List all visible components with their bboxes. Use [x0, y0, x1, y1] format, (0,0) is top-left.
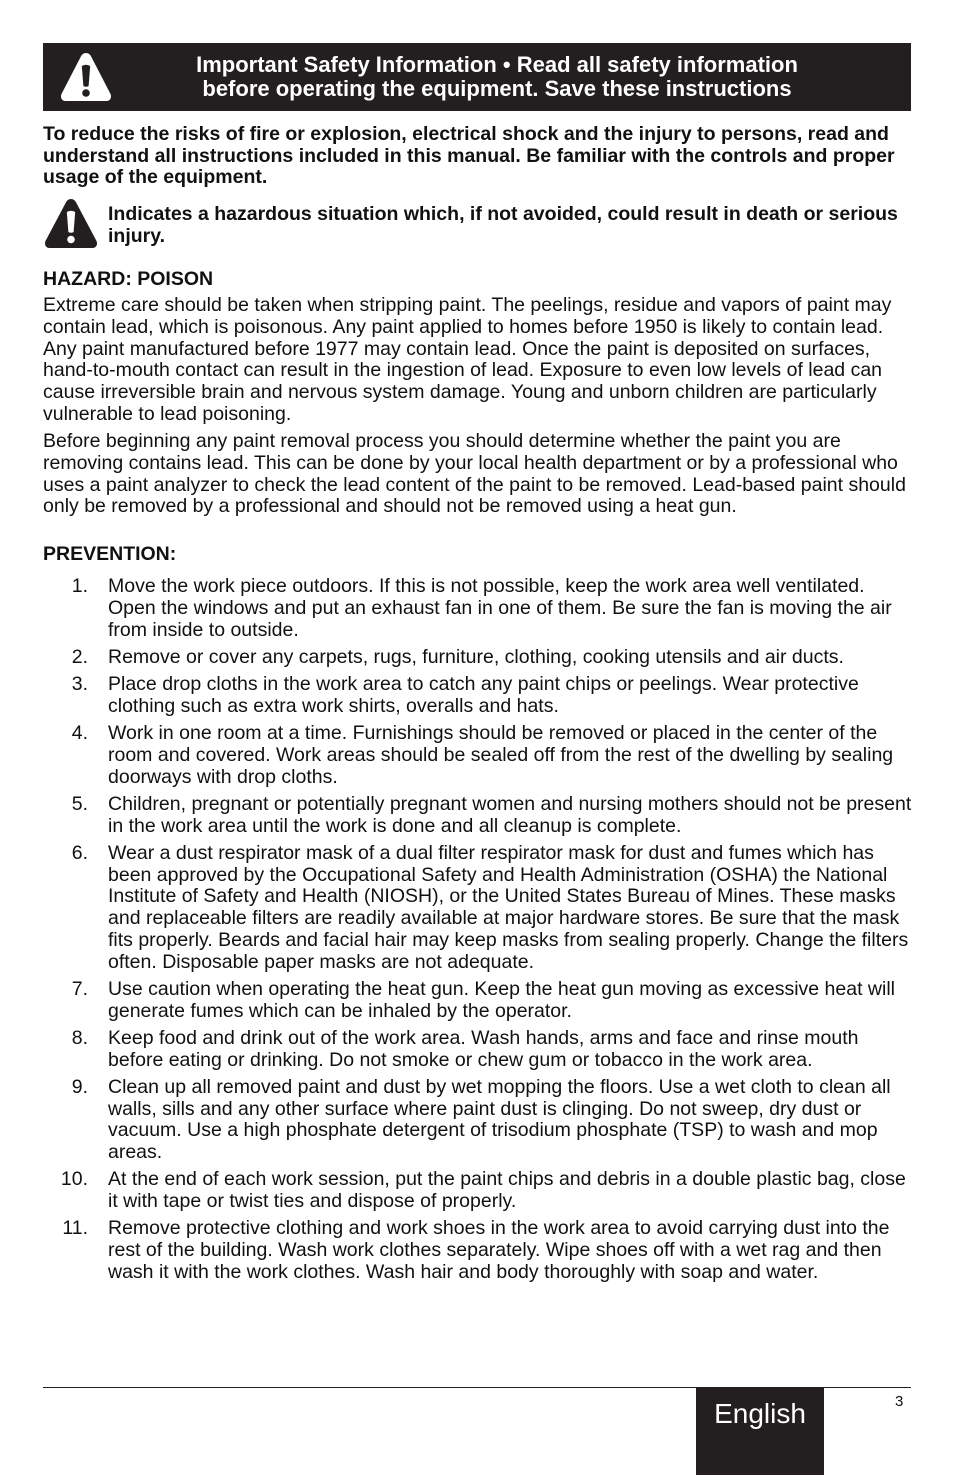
item-number: 3. — [71, 672, 88, 695]
list-item — [43, 794, 913, 838]
list-item — [43, 1077, 913, 1164]
paragraph-lead-hazard: Extreme care should be taken when stripping paint. The peelings, residue and vapors of paint may contain lead, which is poisonous. Any paint applied to homes before 1950 is likely to contain lead. Any paint manufactured before 1977 may contain lead. Once the paint is deposited on surfaces, hand-to-mouth contact can result in the ingestion of lead. Exposure to even low levels of lead can cause irreversible brain and nervous system damage. Young and unborn children are particularly vulnerable to lead poisoning. — [43, 294, 892, 425]
item-number: 10. — [60, 1168, 88, 1191]
banner-title — [147, 53, 847, 101]
prevention-heading: PREVENTION: — [43, 543, 177, 565]
safety-banner — [43, 43, 911, 111]
item-number: 1. — [71, 575, 88, 597]
item-text: Remove protective clothing and work shoes in the work area to avoid carrying dust into the rest of the building. Wash work clothes separately. Wipe shoes off with a wet rag and then wash it with the work clothes. Wash hair and body thoroughly with soap and water. — [108, 1217, 890, 1284]
item-number: 6. — [71, 841, 88, 864]
warning-text: Indicates a hazardous situation which, if not avoided, could result in death or serious injury. — [108, 203, 898, 247]
item-text: Work in one room at a time. Furnishings should be removed or placed in the center of the room and covered. Work areas should be sealed off from the rest of the dwelling by sealing doorways with drop cloths. — [108, 721, 894, 788]
list-item — [43, 843, 913, 974]
list-item — [43, 1218, 913, 1283]
list-item — [43, 723, 913, 788]
paragraph-lead-testing: Before beginning any paint removal process you should determine whether the paint you are removing contains lead. This can be done by your local health department or by a professional who uses a paint analyzer to check the lead content of the paint to be removed. Lead-based paint should only be removed by a professional and should not be removed using a heat gun. — [43, 430, 906, 518]
intro-text: To reduce the risks of fire or explosion, electrical shock and the injury to persons, read and understand all instructions included in this manual. Be familiar with the controls and proper usage of the equipment. — [43, 123, 895, 189]
item-number: 11. — [62, 1217, 88, 1240]
item-text: Clean up all removed paint and dust by wet mopping the floors. Use a wet cloth to clean all walls, sills and any other surface where paint dust is clinging. Do not sweep, dry dust or vacuum. Use a high phosphate detergent of trisodium phosphate (TSP) to wash and mop areas. — [108, 1075, 891, 1164]
banner-title-line2: before operating the equipment. Save these instructions — [202, 76, 792, 101]
item-text: Children, pregnant or potentially pregnant women and nursing mothers should not be present in the work area until the work is done and all cleanup is complete. — [108, 792, 912, 837]
item-number: 9. — [71, 1075, 88, 1098]
item-number: 5. — [71, 792, 88, 815]
warning-notice — [43, 198, 913, 250]
item-text: Place drop cloths in the work area to catch any paint chips or peelings. Wear protective clothing such as extra work shirts, overalls and hats. — [108, 672, 859, 717]
item-text: Keep food and drink out of the work area. Wash hands, arms and face and rinse mouth before eating or drinking. Do not smoke or chew gum or tobacco in the work area. — [108, 1026, 859, 1071]
list-item — [43, 674, 913, 718]
item-number: 4. — [71, 721, 88, 744]
list-item — [43, 647, 913, 669]
item-text: Remove or cover any carpets, rugs, furniture, clothing, cooking utensils and air ducts. — [108, 645, 844, 668]
list-item — [43, 979, 913, 1023]
item-text: Wear a dust respirator mask of a dual filter respirator mask for dust and fumes which has been approved by the Occupational Safety and Health Administration (OSHA) the National Institute of Safety and Health (NIOSH), or the United States Bureau of Mines. These masks and replaceable filters are readily available at major hardware stores. Be sure that the mask fits properly. Beards and facial hair may keep masks from sealing properly. Change the filters often. Disposable paper masks are not adequate. — [108, 841, 909, 973]
warning-triangle-icon — [59, 51, 113, 103]
item-text: Move the work piece outdoors. If this is not possible, keep the work area well ventilated. Open the windows and put an exhaust fan in one of them. Be sure the fan is moving the air from inside to outside. — [108, 575, 892, 641]
language-tab — [696, 1388, 824, 1475]
banner-title-line1: Important Safety Information • Read all safety information — [196, 52, 798, 77]
list-item — [43, 1169, 913, 1213]
hazard-heading: HAZARD: POISON — [43, 268, 214, 290]
language-tab-label: English — [714, 1398, 806, 1429]
warning-triangle-icon — [43, 198, 99, 250]
item-text: At the end of each work session, put the paint chips and debris in a double plastic bag, close it with tape or twist ties and dispose of properly. — [108, 1168, 906, 1213]
item-number: 7. — [71, 977, 88, 1000]
item-number: 8. — [71, 1026, 88, 1049]
prevention-list — [43, 576, 913, 1289]
list-item — [43, 576, 913, 641]
page-number: 3 — [895, 1393, 904, 1410]
item-text: Use caution when operating the heat gun. Keep the heat gun moving as excessive heat will generate fumes which can be inhaled by the operator. — [108, 977, 896, 1022]
list-item — [43, 1028, 913, 1072]
item-number: 2. — [71, 645, 88, 668]
